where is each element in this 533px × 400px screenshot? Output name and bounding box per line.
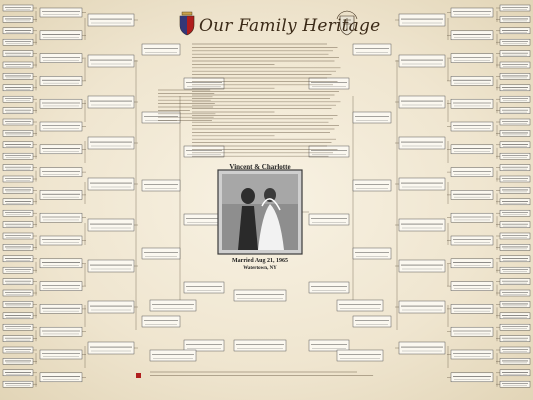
ancestor-box bbox=[353, 44, 391, 55]
ancestor-box bbox=[3, 233, 33, 239]
ancestor-box bbox=[337, 350, 383, 361]
ancestor-box bbox=[500, 85, 530, 91]
ancestor-box bbox=[309, 78, 349, 89]
marriage-place: Watertown, NY bbox=[243, 266, 277, 271]
ancestor-box bbox=[500, 187, 530, 193]
ancestor-box bbox=[399, 178, 445, 190]
ancestor-box bbox=[40, 122, 82, 131]
ancestor-box bbox=[500, 267, 530, 273]
ancestor-box bbox=[3, 347, 33, 353]
ancestor-box bbox=[451, 327, 493, 336]
ancestor-box bbox=[88, 219, 134, 231]
ancestor-box bbox=[40, 8, 82, 17]
ancestor-box bbox=[399, 55, 445, 67]
ancestor-box bbox=[399, 219, 445, 231]
ancestor-box bbox=[40, 213, 82, 222]
ancestor-box bbox=[500, 381, 530, 387]
ancestor-box bbox=[142, 44, 180, 55]
ancestor-box bbox=[184, 146, 224, 157]
ancestor-box bbox=[234, 340, 286, 351]
ancestor-box bbox=[451, 168, 493, 177]
ancestor-box bbox=[3, 222, 33, 228]
ancestor-box bbox=[3, 119, 33, 125]
ancestor-box bbox=[3, 370, 33, 376]
ancestor-box bbox=[500, 279, 530, 285]
ancestor-box bbox=[399, 96, 445, 108]
footnote-marker bbox=[136, 373, 141, 378]
ancestor-box bbox=[40, 168, 82, 177]
ancestor-box bbox=[451, 8, 493, 17]
ancestor-box bbox=[3, 28, 33, 34]
ancestor-box bbox=[3, 279, 33, 285]
page-title: Our Family Heritage bbox=[199, 16, 381, 36]
ancestor-box bbox=[3, 324, 33, 330]
ancestor-box bbox=[88, 301, 134, 313]
ancestor-box bbox=[500, 108, 530, 114]
ancestor-box bbox=[184, 282, 224, 293]
ancestor-box bbox=[451, 190, 493, 199]
ancestor-box bbox=[451, 99, 493, 108]
ancestor-box bbox=[500, 256, 530, 262]
ancestor-box bbox=[500, 51, 530, 57]
ancestor-box bbox=[500, 301, 530, 307]
ancestor-box bbox=[500, 370, 530, 376]
ancestor-box bbox=[3, 62, 33, 68]
ancestor-box bbox=[500, 176, 530, 182]
ancestor-box bbox=[3, 336, 33, 342]
ancestor-box bbox=[399, 137, 445, 149]
ancestor-box bbox=[451, 282, 493, 291]
marriage-date: Married Aug 21, 1965 bbox=[232, 258, 288, 264]
ancestor-box bbox=[88, 178, 134, 190]
ancestor-box bbox=[451, 213, 493, 222]
ancestor-box bbox=[40, 54, 82, 63]
ancestor-box bbox=[3, 187, 33, 193]
family-crest-icon bbox=[180, 12, 194, 35]
ancestor-box bbox=[3, 142, 33, 148]
ancestor-box bbox=[500, 244, 530, 250]
ancestor-box bbox=[184, 340, 224, 351]
ancestor-box bbox=[88, 260, 134, 272]
ancestor-box bbox=[40, 282, 82, 291]
ancestor-box bbox=[40, 190, 82, 199]
ancestor-box bbox=[88, 137, 134, 149]
ancestor-box bbox=[309, 214, 349, 225]
ancestor-box bbox=[451, 259, 493, 268]
ancestor-box bbox=[3, 267, 33, 273]
ancestor-box bbox=[142, 316, 180, 327]
ancestor-box bbox=[500, 73, 530, 79]
ancestor-box bbox=[500, 233, 530, 239]
ancestor-box bbox=[399, 260, 445, 272]
ancestor-box bbox=[500, 62, 530, 68]
ancestor-box bbox=[40, 31, 82, 40]
couple-photo bbox=[218, 170, 302, 254]
ancestor-box bbox=[3, 165, 33, 171]
ancestor-box bbox=[500, 130, 530, 136]
ancestor-box bbox=[451, 31, 493, 40]
ancestor-box bbox=[451, 54, 493, 63]
ancestor-box bbox=[88, 342, 134, 354]
ancestor-box bbox=[500, 210, 530, 216]
ancestor-box bbox=[500, 153, 530, 159]
ancestor-box bbox=[3, 73, 33, 79]
ancestor-box bbox=[500, 16, 530, 22]
ancestor-box bbox=[500, 28, 530, 34]
ancestor-box bbox=[500, 222, 530, 228]
ancestor-box bbox=[309, 282, 349, 293]
ancestor-box bbox=[500, 39, 530, 45]
ancestor-box bbox=[3, 108, 33, 114]
ancestor-box bbox=[3, 153, 33, 159]
ancestor-box bbox=[3, 358, 33, 364]
ancestor-box bbox=[451, 122, 493, 131]
ancestor-box bbox=[500, 96, 530, 102]
ancestor-box bbox=[451, 304, 493, 313]
ancestor-box bbox=[3, 85, 33, 91]
ancestor-box bbox=[399, 14, 445, 26]
ancestor-box bbox=[3, 39, 33, 45]
ancestor-box bbox=[40, 350, 82, 359]
ancestor-box bbox=[40, 99, 82, 108]
ancestor-box bbox=[451, 236, 493, 245]
ancestor-box bbox=[451, 145, 493, 154]
ancestor-box bbox=[500, 336, 530, 342]
ancestor-box bbox=[142, 180, 180, 191]
ancestor-box bbox=[3, 301, 33, 307]
ancestor-box bbox=[399, 301, 445, 313]
ancestor-box bbox=[3, 176, 33, 182]
ancestor-box bbox=[40, 373, 82, 382]
ancestor-box bbox=[451, 350, 493, 359]
ancestor-box bbox=[3, 130, 33, 136]
ancestor-box bbox=[353, 316, 391, 327]
ancestor-box bbox=[40, 259, 82, 268]
ancestor-box bbox=[88, 14, 134, 26]
ancestor-box bbox=[40, 76, 82, 85]
ancestor-box bbox=[3, 210, 33, 216]
ancestor-box bbox=[234, 290, 286, 301]
ancestor-box bbox=[142, 248, 180, 259]
ancestor-box bbox=[500, 199, 530, 205]
ancestor-box bbox=[353, 112, 391, 123]
ancestor-box bbox=[500, 165, 530, 171]
ancestor-box bbox=[88, 55, 134, 67]
ancestor-box bbox=[500, 358, 530, 364]
ancestor-box bbox=[399, 342, 445, 354]
ancestor-box bbox=[40, 327, 82, 336]
ancestor-box bbox=[3, 5, 33, 11]
ancestor-box bbox=[3, 96, 33, 102]
ancestor-box bbox=[451, 373, 493, 382]
ancestor-box bbox=[3, 51, 33, 57]
ancestor-box bbox=[353, 180, 391, 191]
ancestor-box bbox=[337, 300, 383, 311]
ancestor-box bbox=[309, 340, 349, 351]
ancestor-box bbox=[3, 381, 33, 387]
ancestor-box bbox=[3, 16, 33, 22]
ancestor-box bbox=[500, 119, 530, 125]
couple-names: Vincent & Charlotte bbox=[229, 163, 291, 171]
ancestor-box bbox=[184, 78, 224, 89]
ancestor-box bbox=[88, 96, 134, 108]
ancestor-box bbox=[353, 248, 391, 259]
ancestor-box bbox=[451, 76, 493, 85]
ancestor-box bbox=[500, 142, 530, 148]
ancestor-box bbox=[150, 350, 196, 361]
ancestor-box bbox=[500, 5, 530, 11]
ancestor-box bbox=[309, 146, 349, 157]
ancestor-box bbox=[3, 290, 33, 296]
ancestor-box bbox=[3, 199, 33, 205]
ancestor-box bbox=[500, 313, 530, 319]
ancestor-box bbox=[3, 313, 33, 319]
ancestor-box bbox=[3, 256, 33, 262]
ancestor-box bbox=[40, 145, 82, 154]
ancestor-box bbox=[40, 236, 82, 245]
ancestor-box bbox=[500, 290, 530, 296]
ancestor-box bbox=[500, 347, 530, 353]
ancestor-box bbox=[3, 244, 33, 250]
ancestor-box bbox=[500, 324, 530, 330]
ancestor-box bbox=[150, 300, 196, 311]
ancestor-box bbox=[40, 304, 82, 313]
